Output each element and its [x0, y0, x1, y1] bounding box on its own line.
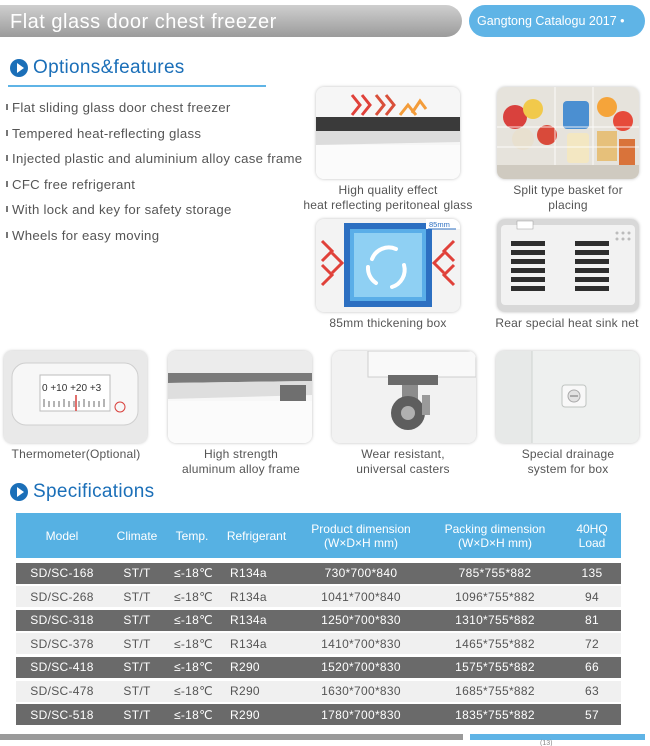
column-header: Climate	[116, 528, 158, 543]
cell-model: SD/SC-378	[30, 636, 94, 651]
play-bullet-icon	[10, 59, 28, 77]
cell-refrigerant: R134a	[230, 636, 267, 651]
cell-refrigerant: R134a	[230, 589, 267, 604]
caster-photo	[332, 351, 476, 443]
cell-product-dimension: 1041*700*840	[321, 589, 401, 604]
footer-accent-bar	[470, 734, 645, 740]
cell-model: SD/SC-268	[30, 589, 94, 604]
thickening-box-illustration	[316, 219, 460, 312]
heat-sink-caption: Rear special heat sink net	[495, 316, 639, 330]
cell-packing-dimension: 1310*755*882	[455, 613, 535, 628]
glass-caption	[290, 183, 486, 212]
cell-climate: ST/T	[123, 589, 151, 604]
basket-caption-line-2: placing	[548, 197, 588, 212]
cell-refrigerant: R290	[230, 660, 260, 675]
column-header: Product dimension (W×D×H mm)	[311, 521, 411, 550]
glass-caption-line-2: heat reflecting peritoneal glass	[303, 197, 473, 212]
cell-climate: ST/T	[123, 566, 151, 581]
cell-load: 81	[585, 613, 599, 628]
cell-climate: ST/T	[123, 684, 151, 699]
cell-climate: ST/T	[123, 636, 151, 651]
basket-caption	[482, 183, 650, 212]
table-header-gap	[16, 558, 621, 560]
features-list	[6, 98, 306, 251]
catalogue-badge: Gangtong Catalogu 2017 •	[469, 5, 645, 37]
cell-refrigerant: R290	[230, 684, 260, 699]
cell-climate: ST/T	[123, 660, 151, 675]
options-heading	[10, 57, 185, 79]
table-row	[16, 586, 621, 607]
heat-sink-photo	[497, 219, 639, 312]
cell-refrigerant: R134a	[230, 613, 267, 628]
caster-illustration	[332, 351, 476, 443]
cell-packing-dimension: 1465*755*882	[455, 636, 535, 651]
cell-model: SD/SC-518	[30, 707, 94, 722]
glass-illustration	[316, 87, 460, 179]
drainage-photo	[496, 351, 639, 443]
cell-model: SD/SC-418	[30, 660, 94, 675]
table-row	[16, 681, 621, 702]
frame-caption-line-1: High strength	[204, 447, 278, 461]
table-row	[16, 563, 621, 584]
thickening-box-photo	[316, 219, 460, 312]
thermometer-illustration	[4, 351, 147, 443]
page-title: Flat glass door chest freezer	[10, 11, 277, 33]
specifications-table	[16, 513, 621, 725]
cell-climate: ST/T	[123, 613, 151, 628]
drainage-caption	[494, 447, 642, 476]
column-header: Packing dimension (W×D×H mm)	[444, 521, 546, 550]
cell-temp: ≤-18℃	[174, 613, 213, 628]
table-row	[16, 657, 621, 678]
cell-temp: ≤-18℃	[174, 566, 213, 581]
cell-product-dimension: 730*700*840	[324, 566, 398, 581]
frame-caption-line-2: aluminum alloy frame	[181, 461, 301, 476]
cell-product-dimension: 1250*700*830	[321, 613, 401, 628]
feature-item: Flat sliding glass door chest freezer	[6, 98, 306, 118]
cell-load: 94	[585, 589, 599, 604]
cell-temp: ≤-18℃	[174, 684, 213, 699]
thickening-box-caption: 85mm thickening box	[329, 316, 447, 330]
box-dimension-label: 85mm	[429, 220, 450, 229]
column-header: 40HQ Load	[576, 521, 608, 550]
cell-packing-dimension: 1835*755*882	[455, 707, 535, 722]
cell-temp: ≤-18℃	[174, 636, 213, 651]
cell-temp: ≤-18℃	[174, 589, 213, 604]
feature-item: Wheels for easy moving	[6, 226, 306, 246]
cell-refrigerant: R290	[230, 707, 260, 722]
heat-sink-illustration	[497, 219, 639, 312]
cell-temp: ≤-18℃	[174, 707, 213, 722]
glass-caption-line-1: High quality effect	[338, 183, 438, 197]
cell-model: SD/SC-478	[30, 684, 94, 699]
column-header: Temp.	[175, 528, 209, 543]
page-number: (13)	[540, 740, 553, 746]
specifications-heading	[10, 481, 154, 503]
thermometer-caption: Thermometer(Optional)	[11, 447, 141, 461]
thermometer-photo	[4, 351, 147, 443]
cell-climate: ST/T	[123, 707, 151, 722]
cell-load: 66	[585, 660, 599, 675]
basket-illustration	[497, 87, 639, 179]
caster-caption	[328, 447, 478, 476]
cell-model: SD/SC-318	[30, 613, 94, 628]
specifications-heading-text: Specifications	[33, 481, 155, 502]
table-row	[16, 633, 621, 654]
play-bullet-icon	[10, 483, 28, 501]
cell-product-dimension: 1410*700*830	[321, 636, 401, 651]
basket-photo	[497, 87, 639, 179]
feature-item: With lock and key for safety storage	[6, 200, 306, 220]
column-header: Model	[45, 528, 79, 543]
column-header: Refrigerant	[226, 528, 287, 543]
thermometer-scale: 0 +10 +20 +3	[42, 383, 102, 394]
cell-packing-dimension: 1096*755*882	[455, 589, 535, 604]
table-row	[16, 704, 621, 725]
cell-load: 135	[581, 566, 603, 581]
caster-caption-line-2: universal casters	[356, 461, 450, 476]
cell-load: 57	[585, 707, 599, 722]
drainage-illustration	[496, 351, 639, 443]
table-row	[16, 610, 621, 631]
cell-product-dimension: 1630*700*830	[321, 684, 401, 699]
footer-bar	[0, 734, 463, 740]
options-heading-text: Options&features	[33, 57, 185, 78]
cell-packing-dimension: 1575*755*882	[455, 660, 535, 675]
basket-caption-line-1: Split type basket for	[513, 183, 623, 197]
frame-photo	[168, 351, 312, 443]
caster-caption-line-1: Wear resistant,	[361, 447, 445, 461]
frame-illustration	[168, 351, 312, 443]
cell-model: SD/SC-168	[30, 566, 94, 581]
feature-item: Injected plastic and aluminium alloy case frame	[6, 149, 306, 169]
cell-load: 63	[585, 684, 599, 699]
feature-item: CFC free refrigerant	[6, 175, 306, 195]
cell-product-dimension: 1520*700*830	[321, 660, 401, 675]
feature-item: Tempered heat-reflecting glass	[6, 124, 306, 144]
table-header	[16, 513, 621, 558]
cell-temp: ≤-18℃	[174, 660, 213, 675]
options-divider	[8, 85, 266, 87]
drainage-caption-line-1: Special drainage	[521, 447, 615, 461]
cell-refrigerant: R134a	[230, 566, 267, 581]
glass-photo	[316, 87, 460, 179]
drainage-caption-line-2: system for box	[527, 461, 609, 476]
frame-caption	[168, 447, 314, 476]
cell-load: 72	[585, 636, 599, 651]
header-bar	[0, 5, 462, 37]
cell-packing-dimension: 1685*755*882	[455, 684, 535, 699]
cell-product-dimension: 1780*700*830	[321, 707, 401, 722]
cell-packing-dimension: 785*755*882	[458, 566, 532, 581]
